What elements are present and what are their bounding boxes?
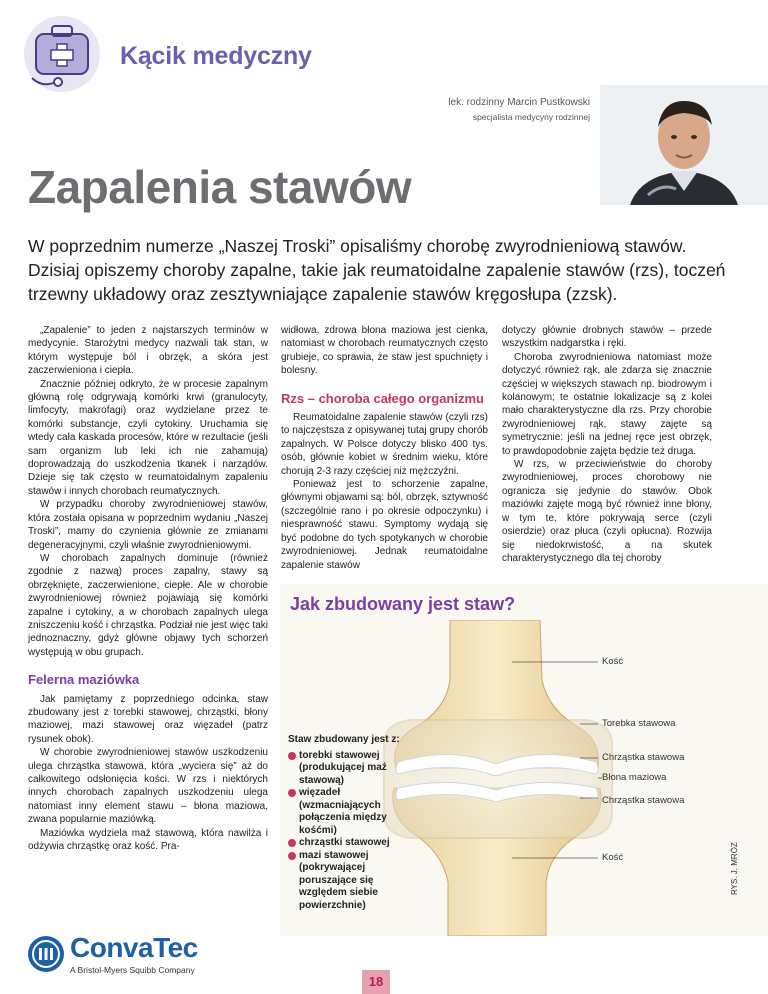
paragraph: widłowa, zdrowa błona maziowa jest cienka, natomiast w chorobach reumatycznych często grubieje, co sprawia, że staw jest spuchnięty i bolesny. <box>281 325 488 377</box>
infobox-title: Jak zbudowany jest staw? <box>290 594 516 614</box>
legend-item: chrząstki stawowej <box>288 837 408 850</box>
paragraph: W rzs, w przeciwieństwie do choroby zwyrodnieniowej, proces chorobowy nie ogranicza się jedynie do stawów. Obok maziówki zajęte mogą być również inne błony, w tym te, które pokrywają serce (czyli osierdzie) oraz płuca (czyli opłucna). Rozwija się niedokrwistość, a na skutek charakterystycznego dla tej choroby <box>502 459 712 564</box>
bullet-icon <box>288 752 296 760</box>
medical-bag-logo <box>18 8 106 96</box>
author-role: specjalista medycyny rodzinnej <box>472 112 590 122</box>
subheading-felerna-maziowka: Felerna maziówka <box>28 672 140 688</box>
bullet-icon <box>288 839 296 847</box>
paragraph: Ponieważ jest to schorzenie zapalne, głównymi objawami są: ból, obrzęk, sztywność (szczególnie rano i po okresie odpoczynku) i niesprawność stawu. Symptomy wydają się być podobne do tych spotykanych w chorobie zwyrodnieniowej. Jednak reumatoidalne zapalenie stawów <box>281 479 488 571</box>
label-cartilage-bottom: Chrząstka stawowa <box>602 795 685 806</box>
paragraph: W chorobie zwyrodnieniowej stawów uszkodzeniu ulega chrząstka stawowa, która „wyciera się” aż do całkowitego odsłonięcia kości. W rzs i niektórych innych chorobach zapalnych uszkodzeniu ulega natomiast inny element stawu – błona maziowa, zwana popularnie maziówką. <box>28 747 268 826</box>
paragraph: Jak pamiętamy z poprzedniego odcinka, staw zbudowany jest z torebki stawowej, chrząstki, błony maziowej, mazi stawowej oraz więzadeł (patrz rysunek obok). <box>28 693 268 745</box>
paragraph: Reumatoidalne zapalenie stawów (czyli rzs) to najczęstsza z opisywanej tutaj grupy chorób zapalnych. W Polsce dotyczy blisko 400 tys. osób, głównie kobiet w średnim wieku, które chorują 2-3 razy częściej niż mężczyźni. <box>281 412 488 477</box>
illustration-credit: RYS. J. MRÓZ <box>730 842 739 895</box>
paragraph: Znacznie później odkryto, że w procesie zapalnym główną rolę odgrywają komórki krwi (granulocyty, limfocyty, makrofagi) oraz wydzielane przez te komórki substancje, czyli cytokiny. Uruchamia się wtedy cała kaskada procesów, które w rezultacie (jeśli sam organizm lub leki ich nie zahamują) doprowadzają do uszkodzenia tkanek i narządów. Dzieje się tak często w reumatoidalnym zapaleniu stawów i innych chorobach reumatycznych. <box>28 378 268 497</box>
page-number: 18 <box>362 970 390 994</box>
convatec-emblem-icon <box>26 934 66 974</box>
bullet-icon <box>288 852 296 860</box>
joint-legend <box>288 734 408 912</box>
legend-heading: Staw zbudowany jest z: <box>288 734 400 745</box>
column-2 <box>281 324 488 572</box>
article-title: Zapalenia stawów <box>28 161 412 213</box>
paragraph: „Zapalenie” to jeden z najstarszych terminów w medycynie. Starożytni medycy nazwali tak stan, w którym występuje ból i obrzęk, a skóra jest zaczerwieniona i ciepła. <box>28 325 268 377</box>
legend-item: więzadeł (wzmacniających połączenia między kośćmi) <box>288 787 408 837</box>
author-name: lek. rodzinny Marcin Pustkowski <box>448 97 590 108</box>
article-lead: W poprzednim numerze „Naszej Troski” opisaliśmy chorobę zwyrodnieniową stawów. Dzisiaj opiszemy choroby zapalne, takie jak reumatoidalne zapalenie stawów (rzs), toczeń trzewny układowy oraz zesztywniające zapalenie stawów kręgosłupa (zzsk). <box>28 236 726 304</box>
brand-name: ConvaTec <box>70 932 198 963</box>
paragraph: Choroba zwyrodnieniowa natomiast może dotyczyć również rąk, ale zdarza się znacznie częściej w większych stawach np. biodrowym i kolanowym; te ostatnie lokalizacje są z kolei mało charakterystyczne dla rzs. Przy chorobie zwyrodnieniowej rąk, stawy zajęte są symetrycznie: jeśli na jednej ręce jest obrzęk, to prawdopodobnie zajęta będzie też druga. <box>502 351 712 457</box>
brand-subtitle: A Bristol-Myers Squibb Company <box>70 965 195 975</box>
label-capsule: Torebka stawowa <box>602 718 676 729</box>
label-cartilage-top: Chrząstka stawowa <box>602 752 685 763</box>
convatec-logo <box>26 932 246 982</box>
author-byline <box>448 96 590 124</box>
paragraph: Maziówka wydziela maź stawową, która nawilża i odżywia chrząstkę oraz kość. Pra- <box>28 827 268 853</box>
paragraph: W przypadku choroby zwyrodnieniowej stawów, która została opisana w poprzednim wydaniu „Naszej Troski”, mamy do czynienia głównie ze zmianami degeneracyjnymi, czyli właśnie zwyrodnieniowymi. <box>28 499 268 551</box>
column-3 <box>502 324 712 565</box>
label-bone-top: Kość <box>602 656 624 667</box>
section-title: Kącik medyczny <box>120 42 312 70</box>
label-bone-bottom: Kość <box>602 852 624 863</box>
bullet-icon <box>288 789 296 797</box>
subheading-rzs: Rzs – choroba całego organizmu <box>281 390 484 406</box>
paragraph: dotyczy głównie drobnych stawów – przede wszystkim nadgarstka i ręki. <box>502 325 712 350</box>
column-1 <box>28 324 268 853</box>
paragraph: W chorobach zapalnych dominuje (również zgodnie z nazwą) proces zapalny, stawy są obrzęknięte, zaczerwienione, ciepłe. Ale w chorobie zwyrodnieniowej również pojawiają się komórki zapalne i cytokiny, a w chorobach zapalnych ulega zniszczeniu kość i chrząstka. Podział nie jest więc taki jednoznaczny, gdyż główne objawy tych schorzeń występują w obu grupach. <box>28 552 268 658</box>
author-photo <box>600 85 768 205</box>
label-synovial-membrane: Błona maziowa <box>602 772 667 783</box>
legend-item: mazi stawowej (pokrywającej poruszające się względem siebie powierzchnie) <box>288 850 408 913</box>
legend-item: torebki stawowej (produkującej maź stawową) <box>288 750 408 788</box>
